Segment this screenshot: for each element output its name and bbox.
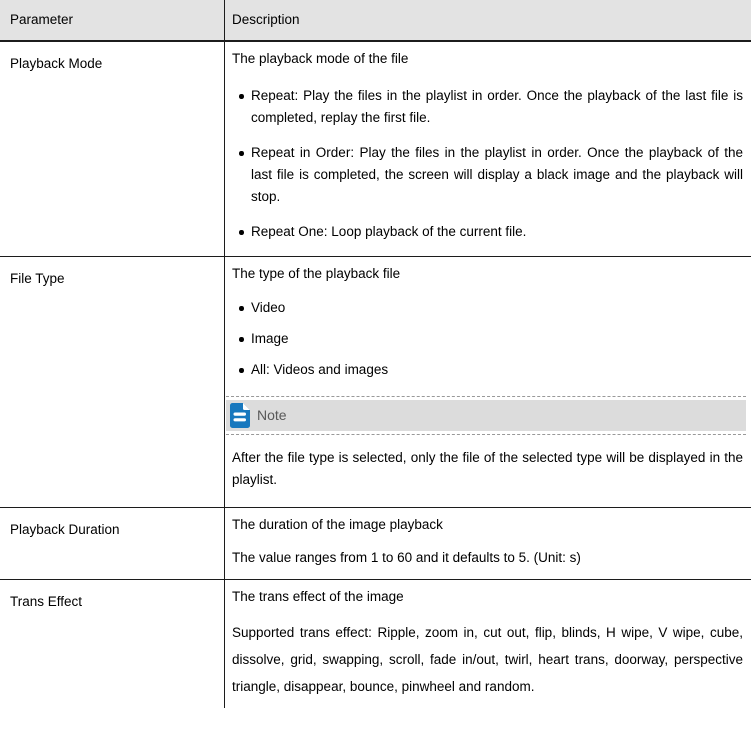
note-document-icon (230, 403, 250, 428)
bullet-icon (239, 297, 251, 319)
bullet-icon (239, 85, 251, 129)
description-paragraph: The trans effect of the image (232, 589, 404, 604)
bullet-icon (239, 142, 251, 208)
description-paragraph: The value ranges from 1 to 60 and it defaults to 5. (Unit: s) (232, 550, 581, 565)
table-row-file-type (0, 257, 751, 508)
table-row-trans-effect (0, 580, 751, 708)
table-row-playback-mode (0, 42, 751, 257)
bullet-icon (239, 221, 251, 243)
bullet-item (239, 359, 743, 381)
note-text: After the file type is selected, only the file of the selected type will be displayed in the playlist. (232, 450, 743, 487)
bullet-text: Image (251, 331, 289, 346)
column-header-parameter: Parameter (0, 0, 225, 40)
bullet-text: Repeat One: Loop playback of the current file. (251, 224, 527, 239)
description-cell (225, 42, 751, 256)
bullet-text: Video (251, 300, 286, 315)
bullet-item (239, 142, 743, 208)
bullet-text: All: Videos and images (251, 362, 389, 377)
parameter-cell: Trans Effect (0, 580, 225, 708)
description-intro: The playback mode of the file (232, 51, 409, 66)
bullet-item (239, 221, 743, 243)
table-row-playback-duration (0, 508, 751, 580)
bullet-text: Repeat in Order: Play the files in the playlist in order. Once the playback of the last file is completed, the screen will display a black image and the playback will stop. (251, 145, 743, 204)
description-cell (225, 580, 751, 708)
description-paragraph: Supported trans effect: Ripple, zoom in, cut out, flip, blinds, H wipe, V wipe, cube, dissolve, grid, swapping, scroll, fade in/out, twirl, heart trans, doorway, perspective triangle, disappear, bounce, pinwheel and random. (232, 625, 743, 694)
parameter-cell: Playback Mode (0, 42, 225, 256)
description-paragraph: The duration of the image playback (232, 517, 443, 532)
table-header-row (0, 0, 751, 42)
note-label: Note (257, 406, 287, 423)
bullet-icon (239, 359, 251, 381)
note-banner (226, 400, 746, 431)
bullet-item (239, 297, 743, 319)
column-header-description: Description (232, 12, 300, 27)
bullet-item (239, 328, 743, 350)
description-intro: The type of the playback file (232, 266, 401, 281)
description-cell (225, 508, 751, 579)
bullet-icon (239, 328, 251, 350)
parameter-cell: Playback Duration (0, 508, 225, 579)
description-cell (225, 257, 751, 507)
note-block (226, 396, 746, 435)
bullet-item (239, 85, 743, 129)
bullet-text: Repeat: Play the files in the playlist in order. Once the playback of the last file is completed, replay the first file. (251, 88, 743, 125)
parameter-cell: File Type (0, 257, 225, 507)
